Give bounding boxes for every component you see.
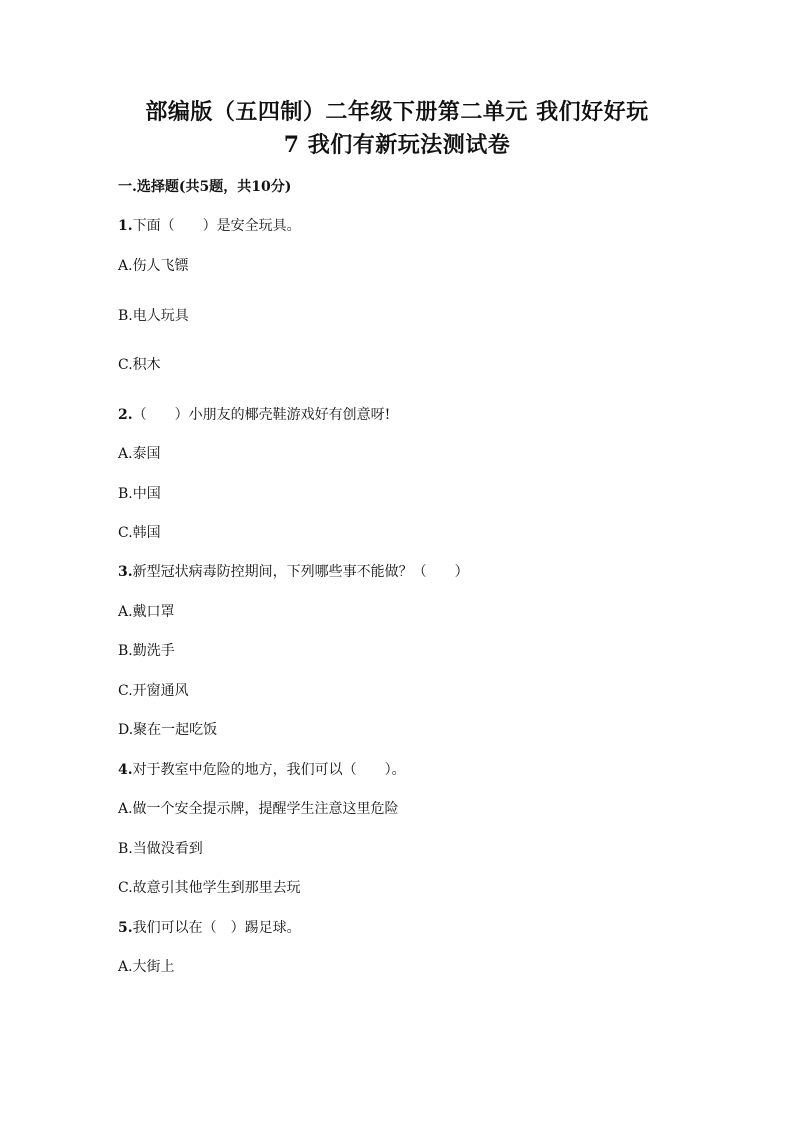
option-1a: A.伤人飞镖 (118, 258, 189, 274)
option-3c: C.开窗通风 (118, 683, 189, 699)
option-2a: A.泰国 (118, 446, 161, 462)
question-number: 5. (118, 920, 133, 936)
question-number: 3. (118, 564, 133, 580)
option-2b: B.中国 (118, 486, 161, 502)
page-subtitle: 7 我们有新玩法测试卷 (283, 132, 511, 158)
option-3d: D.聚在一起吃饭 (118, 722, 218, 738)
question-number: 2. (118, 407, 133, 423)
option-4c: C.故意引其他学生到那里去玩 (118, 880, 301, 896)
question-1 (118, 216, 301, 236)
question-stem: 我们可以在（ ）踢足球。 (132, 920, 301, 936)
question-2 (118, 405, 390, 425)
question-5 (118, 918, 301, 938)
question-4 (118, 760, 406, 780)
option-1c: C.积木 (118, 357, 161, 373)
question-stem: 新型冠状病毒防控期间，下列哪些事不能做？（ ） (132, 564, 469, 580)
question-number: 4. (118, 762, 133, 778)
option-4b: B.当做没看到 (118, 841, 203, 857)
question-stem: 下面（ ）是安全玩具。 (132, 218, 301, 234)
section-heading: 一.选择题(共5题，共10分) (118, 179, 292, 195)
question-number: 1. (118, 218, 133, 234)
option-1b: B.电人玩具 (118, 308, 189, 324)
option-3a: A.戴口罩 (118, 604, 175, 620)
option-5a: A.大街上 (118, 959, 175, 975)
question-3 (118, 562, 469, 582)
question-stem: （ ）小朋友的椰壳鞋游戏好有创意呀! (132, 407, 391, 423)
question-stem: 对于教室中危险的地方，我们可以（ ）。 (132, 762, 406, 778)
option-4a: A.做一个安全提示牌，提醒学生注意这里危险 (118, 801, 399, 817)
page-title: 部编版（五四制）二年级下册第二单元 我们好好玩 (145, 99, 649, 125)
option-3b: B.勤洗手 (118, 643, 175, 659)
option-2c: C.韩国 (118, 525, 161, 541)
